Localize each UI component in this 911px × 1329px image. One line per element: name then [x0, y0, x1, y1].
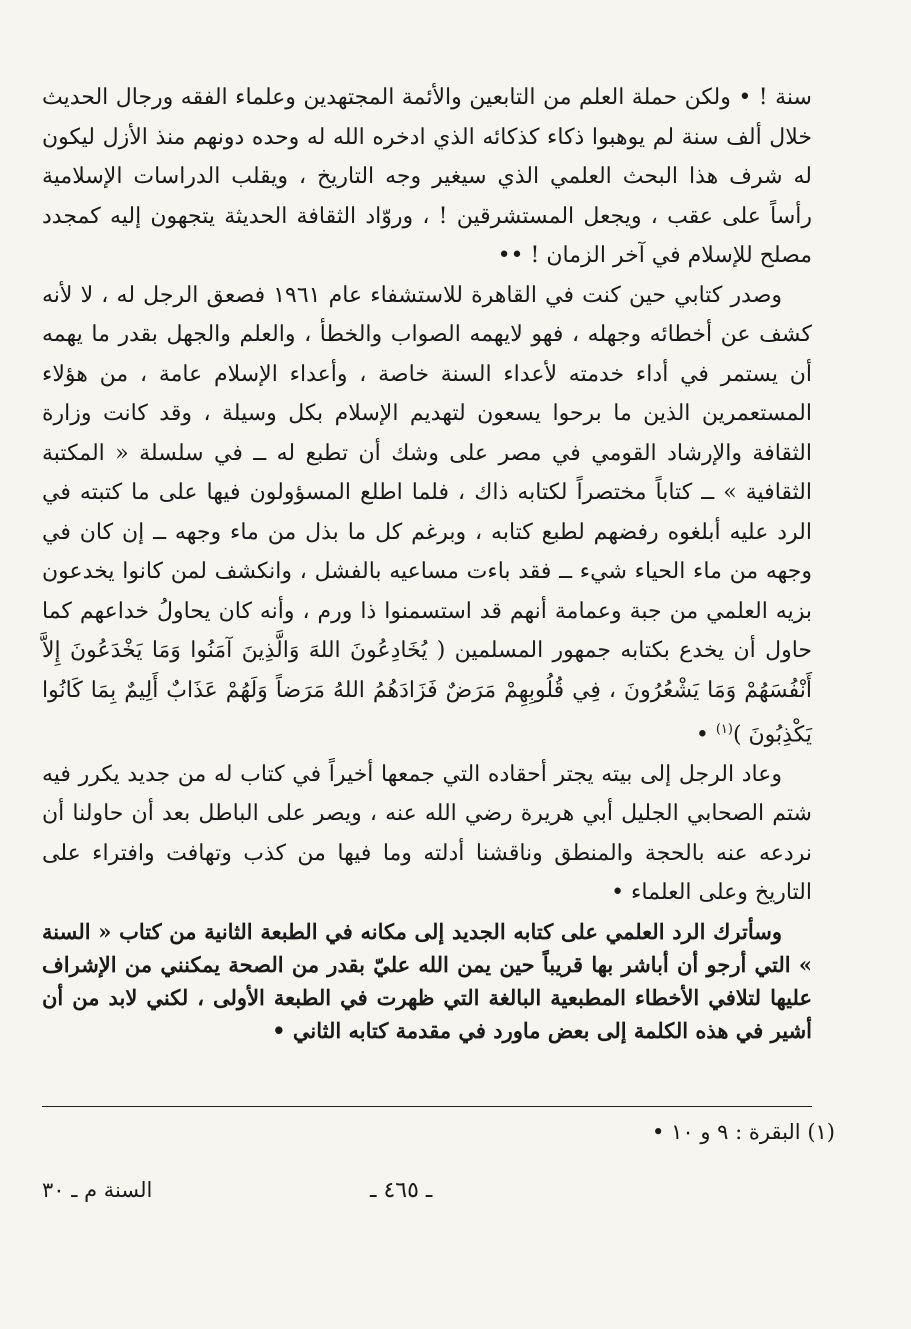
- paragraph-2: [42, 276, 812, 755]
- page-number: ـ ٤٦٥ ـ: [370, 1178, 433, 1203]
- paragraph-2-text: وصدر كتابي حين كنت في القاهرة للاستشفاء عام ١٩٦١ فصعق الرجل له ، لا لأنه كشف عن أخطائه وجهله ، فهو لايهمه الصواب والخطأ ، والعلم والجهل بقدر ما يهمه أن يستمر في أداء خدمته لأعداء السنة خاصة ، وأعداء الإسلام عامة ، من هؤلاء المستعمرين الذين ما برحوا يسعون لتهديم الإسلام بكل وسيلة ، وقد كانت وزارة الثقافة والإرشاد القومي في مصر على وشك أن تطبع له ــ في سلسلة « المكتبة الثقافية » ــ كتاباً مختصراً لكتابه ذاك ، فلما اطلع المسؤولون فيها على ما كتبته في الرد عليه أبلغوه رفضهم لطبع كتابه ، وبرغم كل ما بذل من ماء وجهه ــ إن كان في وجهه من ماء الحياء شيء ــ فقد باءت مساعيه بالفشل ، وانكشف لمن كانوا يخدعون بزيه العلمي من جبة وعمامة أنهم قد استسمنوا ذا ورم ، وأنه كان يحاولُ خداعهم كما حاول أن يخدع بكتابه جمهور المسلمين ( يُخَادِعُونَ اللهَ وَالَّذِينَ آمَنُوا وَمَا يَخْدَعُونَ إِلاَّ أَنْفُسَهُمْ وَمَا يَشْعُرُونَ ، فِي قُلُوبِهِمْ مَرَضٌ فَزَادَهُمُ اللهُ مَرَضاً وَلَهُمْ عَذَابٌ أَلِيمٌ بِمَا كَانُوا يَكْذِبُونَ ): [42, 282, 812, 748]
- signature-mark: السنة م ـ ٣٠: [42, 1178, 153, 1202]
- paragraph-2-tail: •: [695, 722, 716, 748]
- footnote: (١) البقرة : ٩ و ١٠ •: [652, 1120, 835, 1144]
- page-body: [42, 78, 812, 1047]
- paragraph-4: وسأترك الرد العلمي على كتابه الجديد إلى مكانه في الطبعة الثانية من كتاب « السنة » التي أرجو أن أباشر بها قريباً حين يمن الله عليّ بقدر من الصحة يمكنني من الإشراف عليها لتلافي الأخطاء المطبعية البالغة التي ظهرت في الطبعة الأولى ، لكني لابد من أن أشير في هذه الكلمة إلى بعض ماورد في مقدمة كتابه الثاني •: [42, 918, 812, 1043]
- paragraph-3: وعاد الرجل إلى بيته يجتر أحقاده التي جمعها أخيراً في كتاب له من جديد يكرر فيه شتم الصحابي الجليل أبي هريرة رضي الله عنه ، ويصر على الباطل بعد أن حاولنا أن نردعه عنه بالحجة والمنطق وناقشنا أدلته وما فيها من كذب وتهافت وافتراء على التاريخ وعلى العلماء •: [42, 761, 812, 906]
- footnote-divider: [42, 1106, 812, 1107]
- footnote-reference[interactable]: (١): [715, 722, 733, 737]
- paragraph-1: سنة ! • ولكن حملة العلم من التابعين والأئمة المجتهدين وعلماء الفقه ورجال الحديث خلال ألف سنة لم يوهبوا ذكاء كذكائه الذي ادخره الله له وحده دونهم منذ الأزل ليكون له شرف هذا البحث العلمي الذي سيغير وجه التاريخ ، ويقلب الدراسات الإسلامية رأساً على عقب ، ويجعل المستشرقين ! ، وروّاد الثقافة الحديثة يتجهون إليه كمجدد مصلح للإسلام في آخر الزمان ! ••: [42, 85, 812, 268]
